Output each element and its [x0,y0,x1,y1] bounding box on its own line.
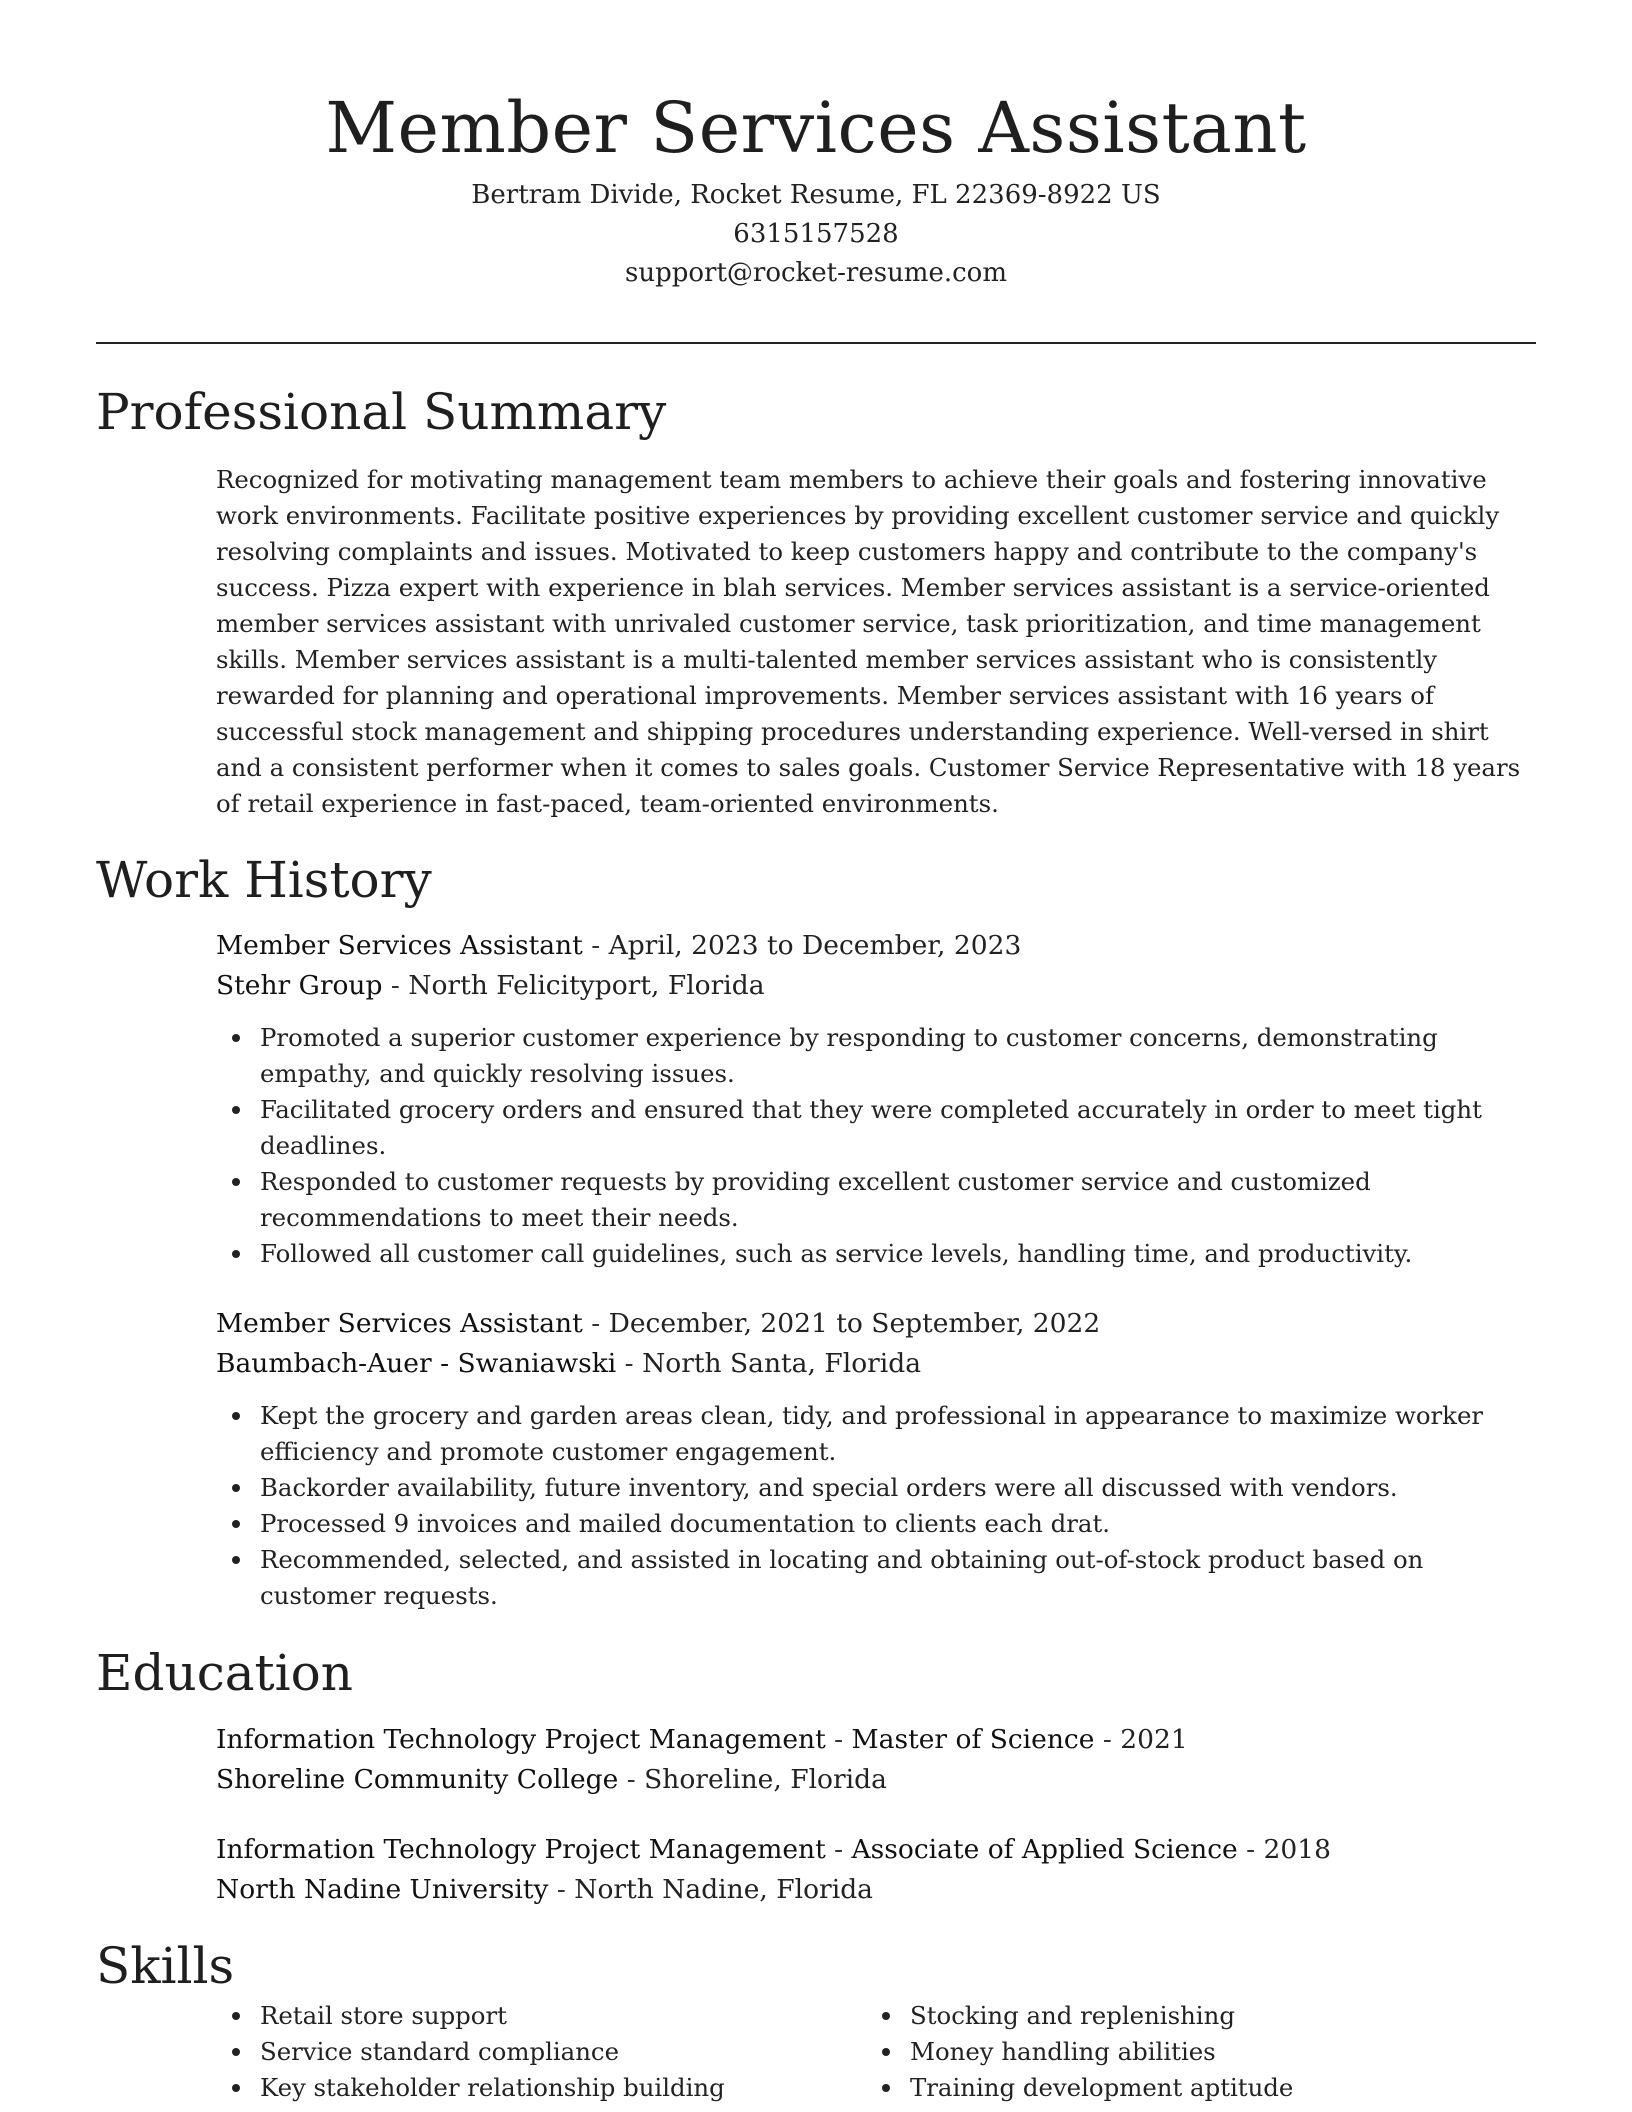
skills-column-right [866,1998,1516,2106]
degree-line: Information Technology Project Management - Master of Science - 2021 [216,1724,1188,1755]
job-company-line: Stehr Group - North Felicityport, Florida [216,970,765,1001]
contact-info [0,176,1632,293]
school-line: North Nadine University - North Nadine, Florida [216,1874,873,1905]
education-entry [216,1830,1538,1910]
list-item: Service standard compliance [216,2034,866,2070]
header-divider [96,342,1536,344]
school-name: North Nadine University [216,1874,549,1905]
education-heading: Education [96,1644,353,1702]
degree-field: Information Technology Project Management [216,1834,826,1865]
email: support@rocket-resume.com [624,258,1007,288]
skills-heading: Skills [96,1937,235,1995]
summary-block [216,462,1538,822]
summary-text: Recognized for motivating management team members to achieve their goals and fostering innovative work environments. Facilitate positive experiences by providing excellent customer service and quickly resolving complaints and issues. Motivated to keep customers happy and contribute to the company's success. Pizza expert with experience in blah services. Member services assistant is a service-oriented member services assistant with unrivaled customer service, task prioritization, and time management skills. Member services assistant is a multi-talented member services assistant who is consistently rewarded for planning and operational improvements. Member services assistant with 16 years of successful stock management and shipping procedures understanding experience. Well-versed in shirt and a consistent performer when it comes to sales goals. Customer Service Representative with 18 years of retail experience in fast-paced, team-oriented environments. [216,465,1521,818]
job-location: North Santa, Florida [642,1348,922,1379]
resume-name: Member Services Assistant [325,87,1307,169]
list-item: Retail store support [216,1998,866,2034]
job-title: Member Services Assistant [216,930,583,961]
phone: 6315157528 [733,219,899,249]
list-item: Training development aptitude [866,2070,1516,2106]
resume-header [0,80,1632,293]
work-heading: Work History [96,851,432,909]
skills-list [216,1998,1538,2106]
degree-year: 2018 [1263,1834,1331,1865]
job-company-line: Baumbach-Auer - Swaniawski - North Santa, Florida [216,1348,922,1379]
degree-field: Information Technology Project Management [216,1724,826,1755]
list-item: Processed 9 invoices and mailed documentation to clients each drat. [216,1506,1538,1542]
list-item: Followed all customer call guidelines, such as service levels, handling time, and productivity. [216,1236,1538,1272]
job-title-line: Member Services Assistant - December, 2021 to September, 2022 [216,1308,1101,1339]
work-entry [216,1304,1538,1614]
summary-heading: Professional Summary [96,383,667,441]
degree-line: Information Technology Project Management - Associate of Applied Science - 2018 [216,1834,1331,1865]
job-company: Baumbach-Auer - Swaniawski [216,1348,617,1379]
school-line: Shoreline Community College - Shoreline, Florida [216,1764,887,1795]
list-item: Facilitated grocery orders and ensured that they were completed accurately in order to meet tight deadlines. [216,1092,1538,1164]
job-bullets [216,1020,1538,1272]
education-entry [216,1720,1538,1800]
list-item: Recommended, selected, and assisted in locating and obtaining out-of-stock product based on customer requests. [216,1542,1538,1614]
list-item: Backorder availability, future inventory, and special orders were all discussed with vendors. [216,1470,1538,1506]
degree-name: Associate of Applied Science [851,1834,1238,1865]
list-item: Stocking and replenishing [866,1998,1516,2034]
job-title: Member Services Assistant [216,1308,583,1339]
job-dates: December, 2021 to September, 2022 [608,1308,1101,1339]
school-location: Shoreline, Florida [644,1764,887,1795]
address: Bertram Divide, Rocket Resume, FL 22369-8922 US [471,180,1161,210]
list-item: Money handling abilities [866,2034,1516,2070]
list-item: Kept the grocery and garden areas clean, tidy, and professional in appearance to maximize worker efficiency and promote customer engagement. [216,1398,1538,1470]
list-item: Promoted a superior customer experience by responding to customer concerns, demonstrating empathy, and quickly resolving issues. [216,1020,1538,1092]
job-location: North Felicityport, Florida [408,970,765,1001]
job-dates: April, 2023 to December, 2023 [608,930,1022,961]
degree-name: Master of Science [851,1724,1095,1755]
list-item: Responded to customer requests by providing excellent customer service and customized recommendations to meet their needs. [216,1164,1538,1236]
list-item: Key stakeholder relationship building [216,2070,866,2106]
job-bullets [216,1398,1538,1614]
work-entry [216,926,1538,1272]
skills-column-left [216,1998,866,2106]
job-company: Stehr Group [216,970,383,1001]
job-title-line: Member Services Assistant - April, 2023 to December, 2023 [216,930,1022,961]
school-name: Shoreline Community College [216,1764,619,1795]
degree-year: 2021 [1120,1724,1188,1755]
school-location: North Nadine, Florida [574,1874,873,1905]
